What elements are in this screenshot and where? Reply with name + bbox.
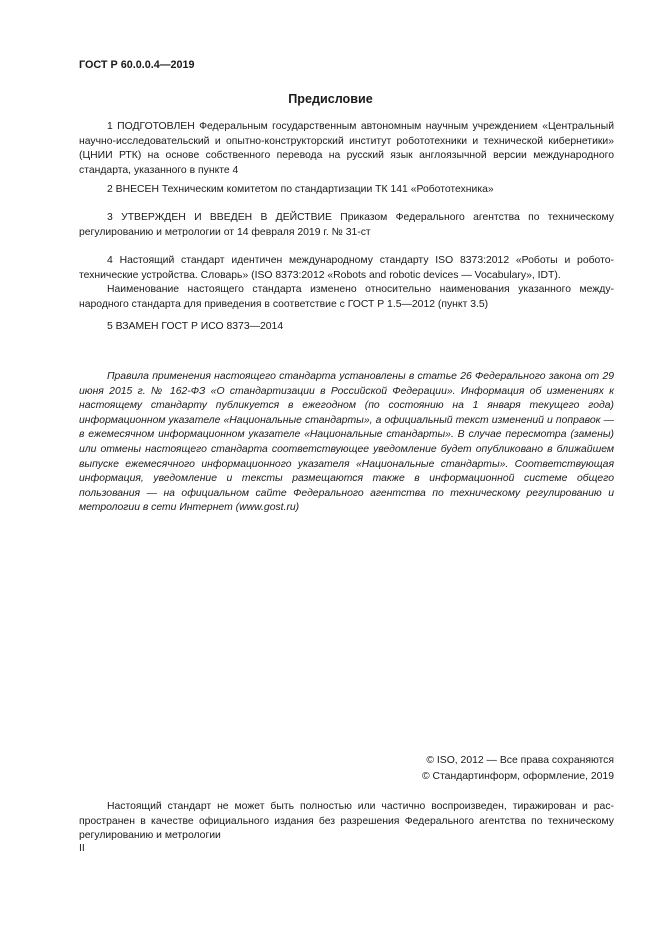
item-3: 3 УТВЕРЖДЕН И ВВЕДЕН В ДЕЙСТВИЕ Приказом Федерального агентства по техническому регулированию и метрологии от 14 февраля 2019 г. № 31-ст xyxy=(79,212,614,238)
item-5: 5 ВЗАМЕН ГОСТ Р ИСО 8373—2014 xyxy=(107,321,284,332)
item-4-note: Наименование настоящего стандарта изменено относительно наименования указанного международного стандарта для приведения в соответствие с ГОСТ Р 1.5—2012 (пункт 3.5) xyxy=(79,284,614,310)
reproduction-notice: Настоящий стандарт не может быть полностью или частично воспроизведен, тиражирован и распространен в качестве официального издания без разрешения Федерального агентства по техническому регулированию и метрологии xyxy=(79,801,614,842)
item-4: 4 Настоящий стандарт идентичен международному стандарту ISO 8373:2012 «Роботы и робототехнические устройства. Словарь» (ISO 8373:2012 «Robots and robotic devices — Vocabulary», IDT). xyxy=(79,255,614,281)
page-number: II xyxy=(79,843,85,854)
document-header: ГОСТ Р 60.0.0.4—2019 xyxy=(79,59,195,71)
item-1: 1 ПОДГОТОВЛЕН Федеральным государственным автономным научным учреждением «Центральный научно-исследовательский и опытно-конструкторский институт робототехники и технической кибернетики» (ЦНИИ РТК) на основе собственного перевода на русский язык англоязычной версии международного стандарта, указанного в пункте 4 xyxy=(79,121,614,176)
copyright-standartinform: © Стандартинформ, оформление, 2019 xyxy=(421,771,614,782)
section-title: Предисловие xyxy=(288,92,373,106)
copyright-iso: © ISO, 2012 — Все права сохраняются xyxy=(426,755,614,766)
item-2: 2 ВНЕСЕН Техническим комитетом по стандартизации ТК 141 «Робототехника» xyxy=(107,184,494,195)
usage-notice: Правила применения настоящего стандарта установлены в статье 26 Федерального закона от 29 июня 2015 г. № 162-ФЗ «О стандартизации в Российской Федерации». Информация об изменениях к настоящему стандарту публикуется в ежегодном (по состоянию на 1 января текущего года) информационном указателе «Национальные стандарты», а официальный текст изменений и поправок — в ежемесячном информационном указателе «Национальные стандарты». В случае пересмотра (замены) или отмены настоящего стандарта соответствующее уведомление будет опубликовано в ближайшем выпуске ежемесячного информационного указателя «Национальные стандарты». Соответствующая информация, уведомление и тексты размещаются также в информационной системе общего пользования — на официальном сайте Федерального агентства по техническому регулированию и метрологии в сети Интернет (www.gost.ru) xyxy=(79,371,614,514)
